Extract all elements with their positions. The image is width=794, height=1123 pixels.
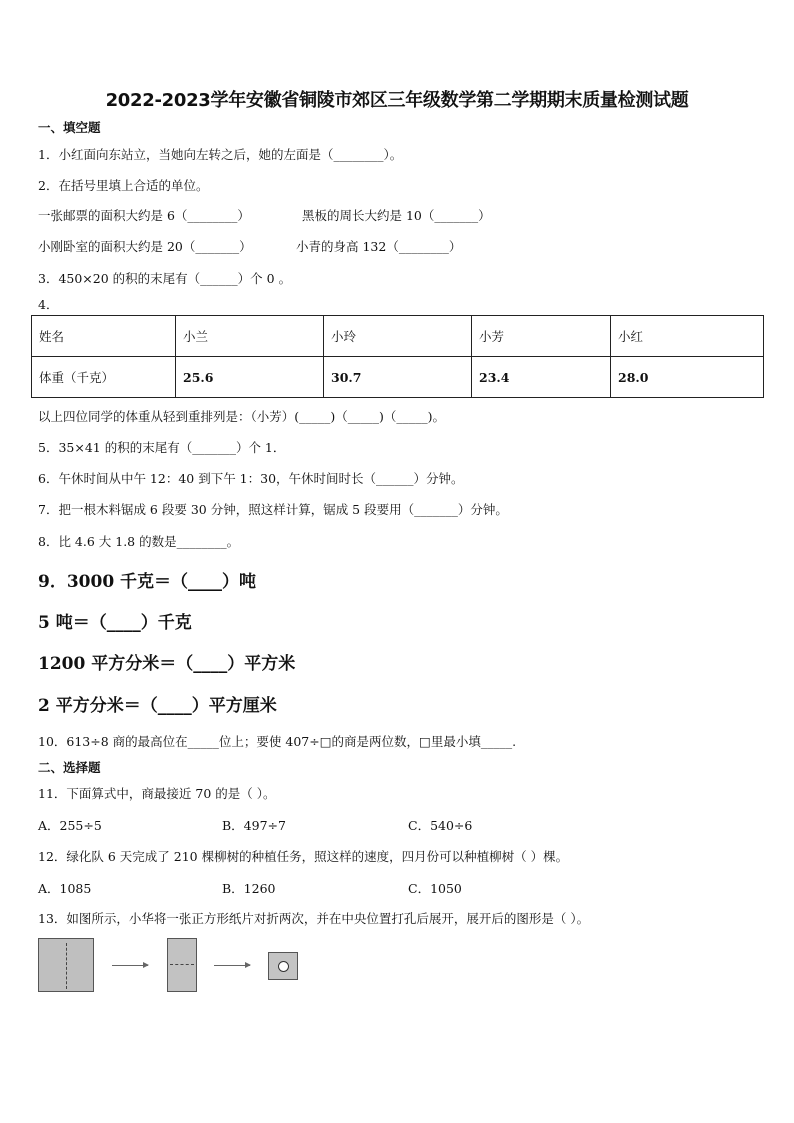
question-11-option-a: A．255÷5 [38, 818, 102, 833]
question-12-option-c: C．1050 [408, 881, 462, 896]
folded-twice-punched-figure [268, 952, 298, 980]
section-multiple-choice: 二、选择题 [38, 760, 101, 775]
question-11: 11．下面算式中，商最接近 70 的是（ ）。 [38, 786, 276, 801]
question-11-option-b: B．497÷7 [222, 818, 286, 833]
table-cell: 体重（千克） [32, 357, 176, 398]
table-cell: 30.7 [324, 357, 472, 398]
table-header-cell: 姓名 [32, 316, 176, 357]
table-cell: 28.0 [611, 357, 764, 398]
question-12-option-a: A．1085 [38, 881, 92, 896]
table-header-cell: 小兰 [176, 316, 324, 357]
table-header-cell: 小红 [611, 316, 764, 357]
question-2-a: 一张邮票的面积大约是 6（________） [38, 208, 250, 223]
weight-table [31, 315, 764, 398]
question-1: 1．小红面向东站立，当她向左转之后，她的左面是（________）。 [38, 147, 403, 162]
table-header-row [32, 316, 764, 357]
question-3: 3．450×20 的积的末尾有（______）个 0 。 [38, 271, 292, 286]
fold-line [66, 943, 67, 989]
folded-once-figure [167, 938, 197, 992]
arrow-right-icon [112, 965, 148, 966]
question-9-a: 9．3000 千克＝（____）吨 [38, 572, 257, 592]
question-9-c: 1200 平方分米＝（____）平方米 [38, 654, 296, 674]
question-13: 13．如图所示，小华将一张正方形纸片对折两次，并在中央位置打孔后展开，展开后的图形是（ ）。 [38, 911, 590, 926]
table-cell: 23.4 [472, 357, 611, 398]
question-9-d: 2 平方分米＝（____）平方厘米 [38, 696, 277, 716]
table-cell: 25.6 [176, 357, 324, 398]
paper-square-figure [38, 938, 94, 992]
question-12: 12．绿化队 6 天完成了 210 棵柳树的种植任务，照这样的速度，四月份可以种植柳树（ ）棵。 [38, 849, 569, 864]
question-12-option-b: B．1260 [222, 881, 276, 896]
table-header-cell: 小芳 [472, 316, 611, 357]
arrow-right-icon [214, 965, 250, 966]
question-7: 7．把一根木料锯成 6 段要 30 分钟，照这样计算，锯成 5 段要用（_______）分钟。 [38, 502, 508, 517]
question-2-b: 黑板的周长大约是 10（_______） [302, 208, 491, 223]
question-11-option-c: C．540÷6 [408, 818, 473, 833]
question-10: 10．613÷8 商的最高位在_____位上；要使 407÷□的商是两位数，□里最小填_____. [38, 734, 517, 749]
question-8: 8．比 4.6 大 1.8 的数是________。 [38, 534, 240, 549]
question-2: 2．在括号里填上合适的单位。 [38, 178, 209, 193]
table-row [32, 357, 764, 398]
fold-line [170, 964, 194, 965]
table-header-cell: 小玲 [324, 316, 472, 357]
question-6: 6．午休时间从中午 12：40 到下午 1：30，午休时间时长（______）分钟。 [38, 471, 464, 486]
question-4: 4． [38, 297, 59, 312]
page-title: 2022-2023学年安徽省铜陵市郊区三年级数学第二学期期末质量检测试题 [105, 90, 689, 111]
question-4-text: 以上四位同学的体重从轻到重排列是：（小芳）(_____)（_____)（_____)。 [38, 409, 446, 424]
punched-hole-icon [278, 961, 289, 972]
section-fill-blank: 一、填空题 [38, 120, 101, 135]
question-2-d: 小青的身高 132（________） [296, 239, 462, 254]
question-5: 5．35×41 的积的末尾有（_______）个 1． [38, 440, 286, 455]
question-2-c: 小刚卧室的面积大约是 20（_______） [38, 239, 252, 254]
question-9-b: 5 吨＝（____）千克 [38, 613, 192, 633]
